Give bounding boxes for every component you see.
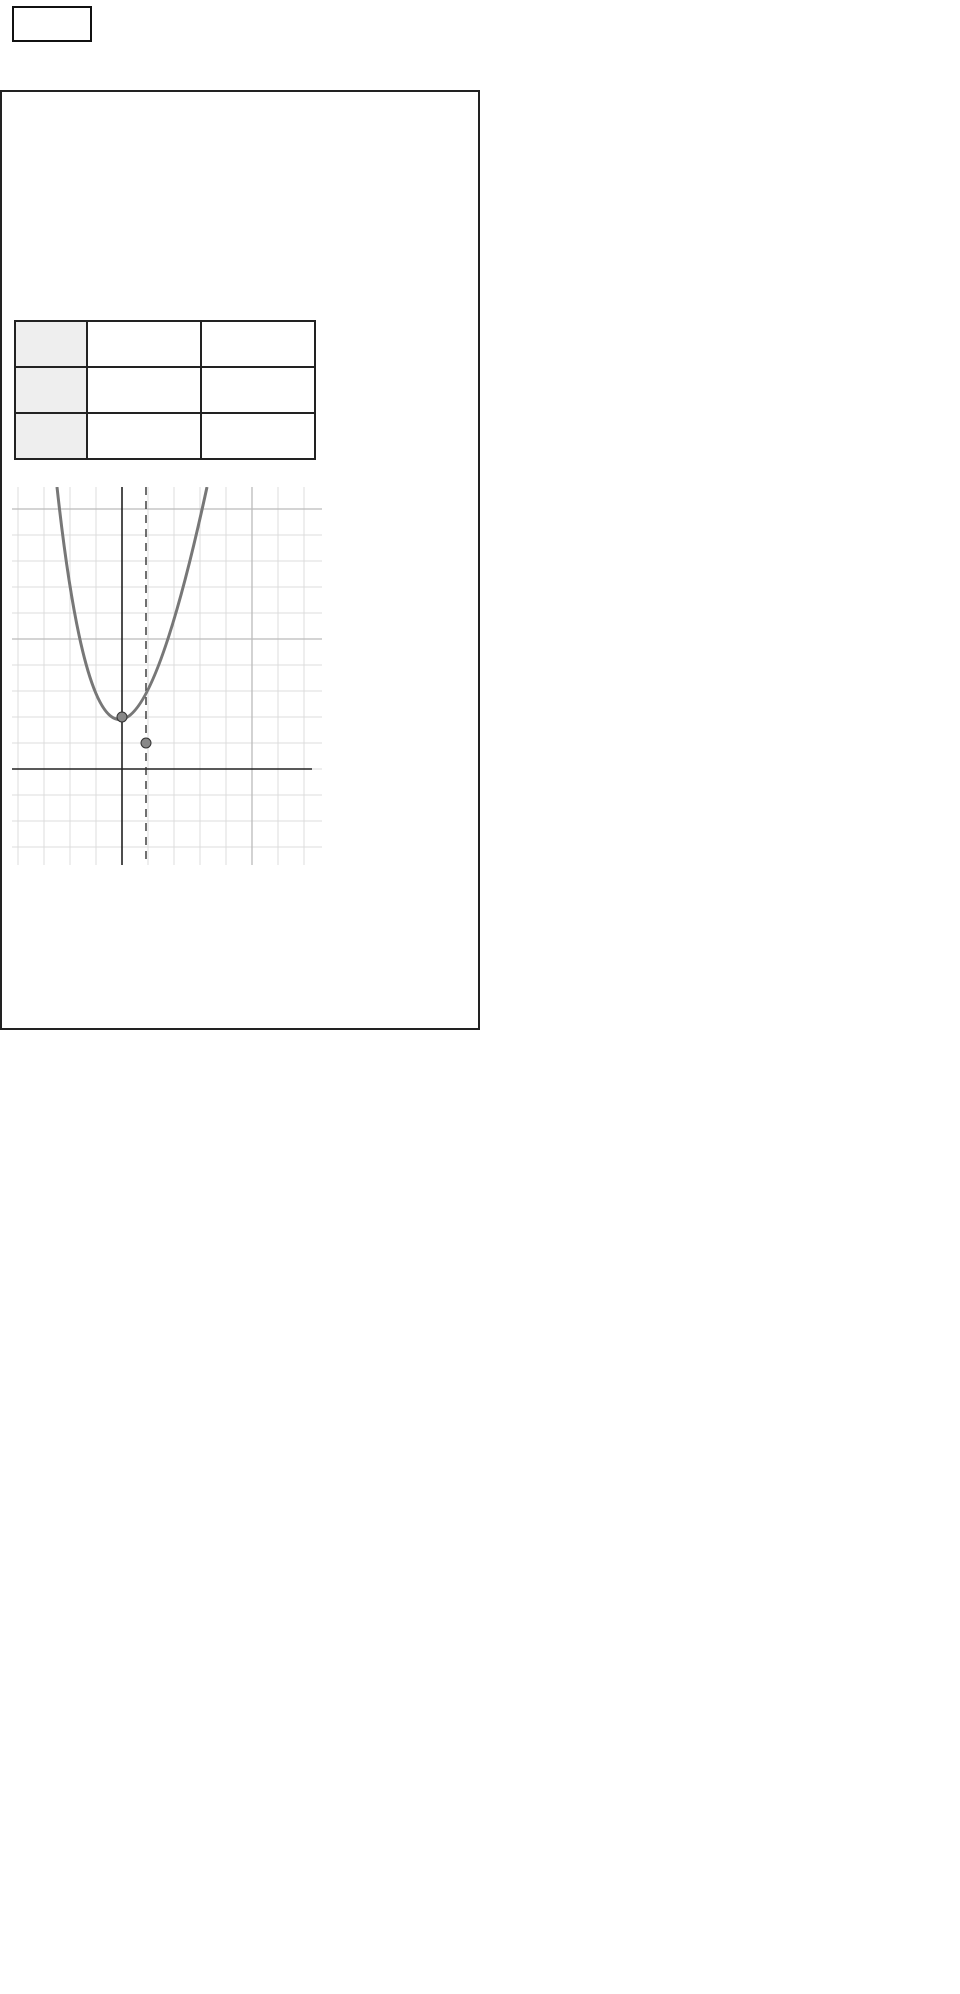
- panel-a: [0, 90, 480, 1030]
- problem-number: [12, 6, 92, 42]
- panel-a-graph: [12, 487, 322, 867]
- panel-a-table: [14, 320, 316, 460]
